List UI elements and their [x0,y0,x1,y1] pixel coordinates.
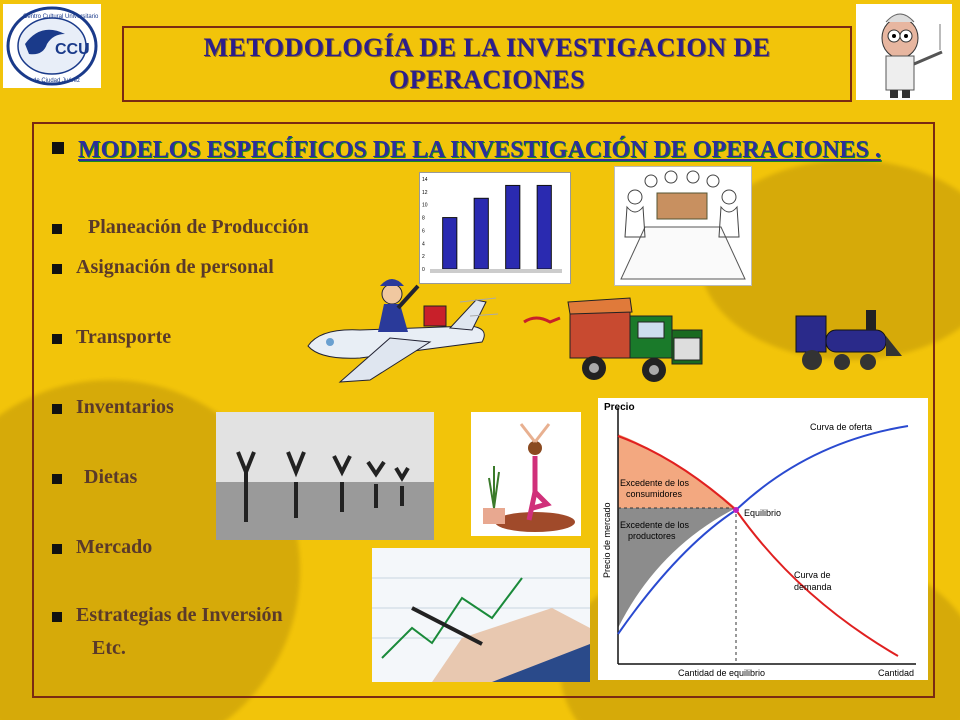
list-item-asignacion [52,256,274,279]
logo-city-text: de Ciudad Juárez [33,78,81,84]
section-heading-text: MODELOS ESPECÍFICOS DE LA INVESTIGACIÓN DE OPERACIONES . [78,137,881,163]
demand-curve-label-2: demanda [794,582,832,592]
equilibrium-label: Equilibrio [744,508,782,518]
demand-curve-label-1: Curva de [794,570,831,580]
exercise-photo [216,412,434,540]
scientist-cartoon [856,4,952,100]
list-item-transporte [52,326,171,349]
list-item-text: Inventarios [76,396,174,418]
title-line-1: METODOLOGÍA DE LA INVESTIGACION DE [203,33,771,62]
list-item-planeacion [52,216,309,239]
consumer-surplus-label-1: Excedente de los [620,478,690,488]
producer-surplus-label-2: productores [628,531,676,541]
supply-curve-label: Curva de oferta [810,422,873,432]
list-item-text: Planeación de Producción [88,216,309,238]
producer-surplus-label-1: Excedente de los [620,520,690,530]
list-item-text: Mercado [76,536,153,558]
market-chart [598,398,928,680]
logo-ring-text: Centro Cultural Universitario [23,14,99,20]
train-illustration [786,300,910,374]
bar-chart [420,173,570,283]
bullet-icon [52,224,62,234]
bullet-icon [52,142,64,154]
airplane-illustration [300,272,500,384]
list-item-text: Estrategias de Inversión [76,604,283,626]
etc-text: Etc. [92,637,126,659]
bullet-icon [52,404,62,414]
bar-chart-tick-label: 0 [422,267,425,273]
list-item-dietas [52,466,137,489]
bullet-icon [52,264,62,274]
section-heading [52,136,912,164]
list-item-estrategias [52,604,283,627]
market-x-end-label: Cantidad [878,668,915,678]
ccu-logo [3,4,101,88]
list-item-text: Dietas [84,466,138,488]
bar-chart-picture [419,172,571,284]
meeting-illustration [614,166,752,286]
truck-illustration [520,292,710,388]
bar-chart-bar [506,185,520,269]
bar-chart-tick-label: 10 [422,202,428,209]
logo-abbr: CCU [55,41,90,58]
list-item-inventarios [52,396,174,419]
bullet-icon [52,474,62,484]
bullet-icon [52,544,62,554]
bar-chart-tick-label: 2 [422,254,425,261]
list-item-text: Asignación de personal [76,256,274,278]
bar-chart-tick-label: 8 [422,215,425,222]
consumer-surplus-label-2: consumidores [626,489,683,499]
bullet-icon [52,334,62,344]
list-item-text: Transporte [76,326,172,348]
yoga-illustration [471,412,581,536]
title-line-2: OPERACIONES [388,65,586,94]
bar-chart-bar [443,218,457,269]
market-y-top-label: Precio [604,402,635,413]
market-y-side-label: Precio de mercado [602,502,612,578]
investment-photo [372,548,590,682]
bar-chart-tick-label: 14 [422,177,428,183]
bar-chart-tick-label: 12 [422,189,428,196]
bar-chart-bar [474,198,488,269]
bar-chart-bar [537,185,551,269]
market-x-mid-label: Cantidad de equilibrio [678,668,766,678]
list-item-mercado [52,536,152,559]
title-box [122,26,852,102]
bullet-icon [52,612,62,622]
bar-chart-tick-label: 4 [422,241,425,248]
bar-chart-tick-label: 6 [422,228,425,235]
